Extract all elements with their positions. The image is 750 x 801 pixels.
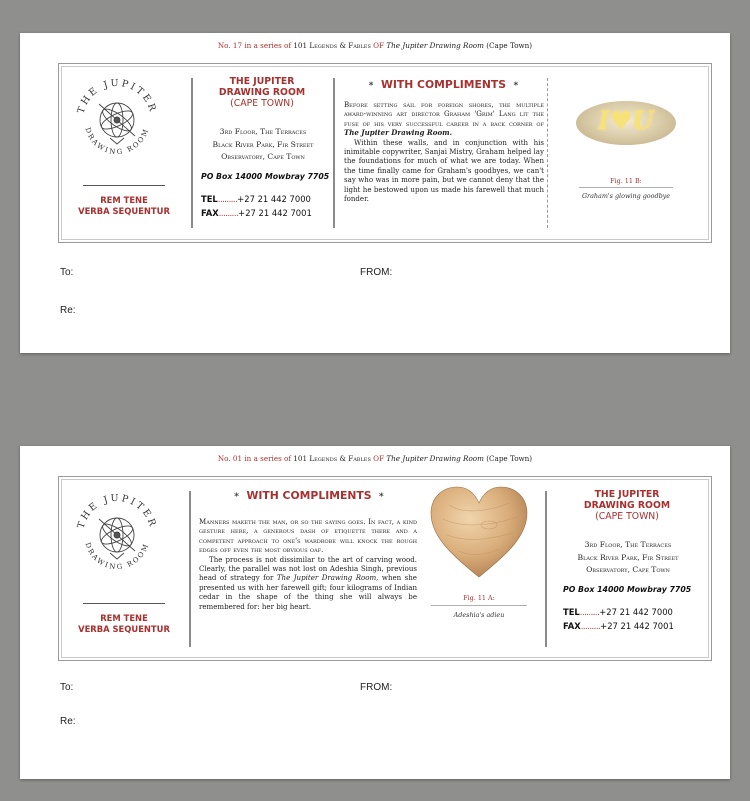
figure-label: Fig. 11 B:: [610, 177, 642, 185]
series-caption: No. 17 in a series of 101 Legends & Fables OF The Jupiter Drawing Room (Cape Town): [217, 41, 533, 50]
compliment-slip-card-17: [20, 33, 730, 353]
motto: REM TENE VERBA SEQUENTUR: [78, 613, 170, 634]
column-divider: [191, 78, 193, 228]
letterhead-panel: [58, 476, 712, 661]
po-box: PO Box 14000 Mowbray 7705: [563, 585, 692, 594]
re-label: Re:: [60, 716, 76, 727]
armillary-seal-logo: [69, 487, 165, 583]
column-divider: [333, 78, 335, 228]
street-address: 3rd Floor, The Terraces Black River Park, Fir Street Observatory, Cape Town: [212, 127, 314, 162]
with-compliments-heading: * WITH COMPLIMENTS *: [234, 489, 384, 502]
column-divider: [545, 491, 547, 647]
figure-caption: Graham's glowing goodbye: [581, 192, 671, 200]
company-name: THE JUPITER DRAWING ROOM (CAPE TOWN): [218, 76, 306, 109]
armillary-seal-logo: [69, 72, 165, 168]
series-caption: No. 01 in a series of 101 Legends & Fables OF The Jupiter Drawing Room (Cape Town): [217, 454, 533, 463]
compliments-story: [199, 517, 417, 611]
i-love-u-bulb-text: I♥U: [598, 106, 654, 135]
figure-rule: [579, 187, 673, 188]
re-label: Re:: [60, 305, 76, 316]
seal-rule: [83, 185, 165, 186]
motto: REM TENE VERBA SEQUENTUR: [78, 195, 170, 216]
armillary-sphere-icon: [69, 72, 165, 168]
from-label: FROM:: [360, 267, 393, 278]
from-label: FROM:: [360, 682, 393, 693]
story-paragraph: The process is not dissimilar to the art of carving wood. Clearly, the parallel was not lost on Adeshia Singh, previous head of strategy for The Jupiter Drawing Room, when she presented us with her farewell gift; four kilograms of Indian cedar in the shape of the thing she will always be remembered for: her big heart.: [199, 554, 417, 611]
to-label: To:: [60, 267, 74, 278]
svg-text:DRAWING ROOM: DRAWING ROOM: [83, 541, 151, 572]
with-compliments-heading: * WITH COMPLIMENTS *: [368, 78, 519, 91]
figure-caption: Adeshia's adieu: [453, 611, 505, 619]
telephone-line: TEL.........+27 21 442 7000: [563, 607, 673, 617]
to-label: To:: [60, 682, 74, 693]
svg-text:THE JUPITER: THE JUPITER: [75, 77, 159, 115]
svg-text:THE JUPITER: THE JUPITER: [75, 492, 159, 530]
letterhead-panel: [58, 63, 712, 243]
column-divider: [189, 491, 191, 647]
svg-text:DRAWING ROOM: DRAWING ROOM: [83, 126, 151, 157]
figure-rule: [431, 605, 527, 606]
compliment-slip-card-01: [20, 446, 730, 779]
figure-label: Fig. 11 A:: [463, 594, 495, 602]
story-paragraph: Before setting sail for foreign shores, the multiple award-winning art director Graham 'Grim' Lang lit the fuse of his very successful career in a back corner of The Jupiter Drawing Room.: [344, 100, 544, 138]
dashed-divider: [547, 78, 548, 228]
po-box: PO Box 14000 Mowbray 7705: [201, 172, 330, 181]
fax-line: FAX.........+27 21 442 7001: [563, 621, 674, 631]
company-name: THE JUPITER DRAWING ROOM (CAPE TOWN): [583, 489, 671, 522]
story-paragraph: Within these walls, and in conjunction with his inimitable copywriter, Sanjai Mistry, Graham helped lay the foundations for much of what we are today. When the time finally came for Graham's goodbyes, we can't say who was in more pain, but we cannot deny that the light he bestowed upon us made his farewell that much fonder.: [344, 137, 544, 204]
story-paragraph: Manners maketh the man, or so the saying goes. In fact, a kind gesture here, a generous dash of etiquette there and a competent approach to one's wardrobe will knock the rough edges off even the most obvious oaf.: [199, 517, 417, 555]
seal-rule: [83, 603, 165, 604]
wooden-heart-photo: [429, 485, 529, 581]
compliments-story: [344, 100, 544, 203]
street-address: 3rd Floor, The Terraces Black River Park, Fir Street Observatory, Cape Town: [577, 540, 679, 575]
fax-line: FAX.........+27 21 442 7001: [201, 208, 312, 218]
armillary-sphere-icon: [69, 487, 165, 583]
telephone-line: TEL.........+27 21 442 7000: [201, 194, 311, 204]
